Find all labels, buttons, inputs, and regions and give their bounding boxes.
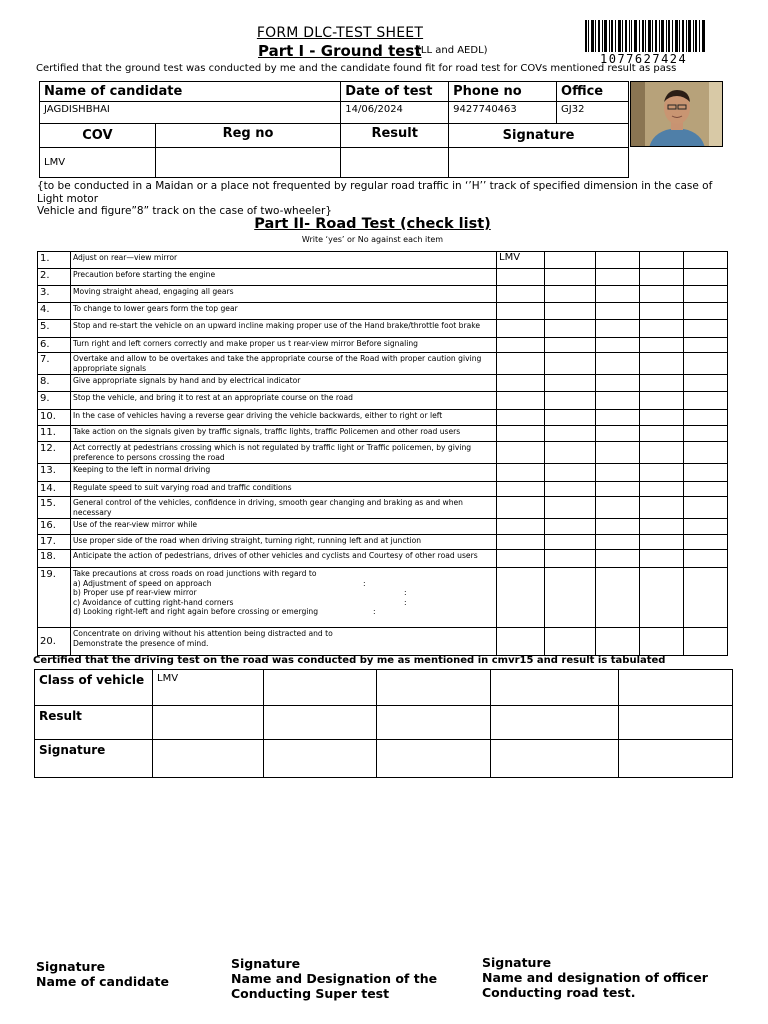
- result-cell: [684, 482, 728, 497]
- result-cell: [596, 426, 640, 442]
- result-cell: [640, 392, 684, 410]
- result-cell: [497, 286, 545, 303]
- reg-header: Reg no: [155, 124, 341, 148]
- checklist-item-text: Adjust on rear—view mirror: [71, 252, 497, 269]
- person-photo-icon: [631, 82, 723, 147]
- checklist-item-text: Anticipate the action of pedestrians, drives of other vehicles and cyclists and Courtesy of other road users: [71, 550, 497, 568]
- checklist-item-number: 16.: [38, 519, 71, 535]
- result-cell: [684, 410, 728, 426]
- date-header: Date of test: [341, 82, 449, 102]
- result-cell: [640, 426, 684, 442]
- super-conducting-label: Conducting Super test: [231, 986, 390, 1001]
- checklist-item-number: 9.: [38, 392, 71, 410]
- super-designation-label: Name and Designation of the: [231, 971, 438, 986]
- checklist-row: [38, 497, 728, 519]
- checklist-row: [38, 252, 728, 269]
- result-cell: [497, 464, 545, 482]
- result-cell: [684, 535, 728, 550]
- candidate-value: JAGDISHBHAI: [40, 102, 341, 124]
- result-cell: [596, 303, 640, 320]
- candidate-signature-label: Signature: [36, 959, 106, 974]
- checklist-item-text: Act correctly at pedestrians crossing which is not regulated by traffic light or Traffic policemen, by giving preference to persons crossing the road: [71, 442, 497, 464]
- office-header: Office: [557, 82, 629, 102]
- result-cell: [684, 426, 728, 442]
- checklist-item-number: 8.: [38, 375, 71, 392]
- result-cell: [684, 550, 728, 568]
- date-value: 14/06/2024: [341, 102, 449, 124]
- result-cell: [640, 338, 684, 353]
- checklist-item-text: General control of the vehicles, confidence in driving, smooth gear changing and braking as and when necessary: [71, 497, 497, 519]
- result-value: [341, 148, 449, 178]
- checklist-item-number: 11.: [38, 426, 71, 442]
- checklist-subitem: c) Avoidance of cutting right-hand corners: [73, 597, 234, 607]
- result-cell: [640, 375, 684, 392]
- result-cell: [545, 568, 596, 628]
- checklist-item-text: In the case of vehicles having a reverse gear driving the vehicle backwards, either to right or left: [71, 410, 497, 426]
- result-label: Result: [35, 706, 153, 740]
- checklist-item-text: Keeping to the left in normal driving: [71, 464, 497, 482]
- signature-value: [449, 148, 629, 178]
- checklist-item-text: Moving straight ahead, engaging all gears: [71, 286, 497, 303]
- checklist-item-text: Stop and re-start the vehicle on an upward incline making proper use of the Hand brake/throttle foot brake: [71, 320, 497, 338]
- result-cell: [596, 482, 640, 497]
- checklist-subitem-colon: :: [373, 607, 376, 616]
- ground-test-certification: Certified that the ground test was conducted by me and the candidate found fit for road test for COVs mentioned result as pass: [36, 63, 677, 74]
- result-cell: [640, 303, 684, 320]
- result-cell: [545, 497, 596, 519]
- result-cell: [545, 353, 596, 375]
- candidate-name-label: Name of candidate: [36, 974, 169, 989]
- part2-subtitle: Write ‘yes’ or No against each item: [301, 235, 444, 244]
- part2-title: Part II- Road Test (check list): [254, 216, 491, 232]
- result-cell: [545, 535, 596, 550]
- class-of-vehicle-value: LMV: [153, 670, 264, 706]
- checklist-subitem: Demonstrate the presence of mind.: [73, 638, 209, 648]
- result-cell: [545, 550, 596, 568]
- result-cell: [545, 410, 596, 426]
- checklist-row: [38, 286, 728, 303]
- officer-conducting-label: Conducting road test.: [482, 985, 636, 1000]
- result-cell: [640, 519, 684, 535]
- reg-value: [155, 148, 341, 178]
- checklist-item-number: 7.: [38, 353, 71, 375]
- result-cell: [497, 535, 545, 550]
- checklist-row: [38, 568, 728, 628]
- result-cell: [684, 392, 728, 410]
- checklist-item-text: Turn right and left corners correctly and make proper us t rear-view mirror Before signaling: [71, 338, 497, 353]
- result-cell: [596, 320, 640, 338]
- checklist-item-number: 17.: [38, 535, 71, 550]
- checklist-row: [38, 353, 728, 375]
- checklist-item-number: 20.: [38, 628, 71, 656]
- result-cell: [545, 392, 596, 410]
- checklist-item-number: 6.: [38, 338, 71, 353]
- result-cell: [545, 519, 596, 535]
- checklist-row: [38, 338, 728, 353]
- result-header: Result: [341, 124, 449, 148]
- checklist-item-number: 13.: [38, 464, 71, 482]
- part1-title: Part I - Ground test: [258, 42, 422, 60]
- checklist-row: [38, 426, 728, 442]
- result-cell: [596, 464, 640, 482]
- signature-header: Signature: [449, 124, 629, 148]
- checklist-item-number: 3.: [38, 286, 71, 303]
- result-cell: [497, 628, 545, 656]
- checklist-item-text: [71, 628, 497, 656]
- result-cell: [684, 375, 728, 392]
- checklist-item-number: 1.: [38, 252, 71, 269]
- result-cell: [684, 497, 728, 519]
- result-cell: [497, 320, 545, 338]
- checklist-row: [38, 482, 728, 497]
- result-cell: [640, 410, 684, 426]
- checklist-item-number: 5.: [38, 320, 71, 338]
- officer-designation-label: Name and designation of officer: [482, 970, 708, 985]
- officer-signature-label: Signature: [482, 955, 552, 970]
- candidate-signature-block: [36, 959, 169, 989]
- officer-signature-block: [482, 955, 708, 1000]
- result-cell: [640, 464, 684, 482]
- result-cell: [545, 303, 596, 320]
- checklist-row: [38, 375, 728, 392]
- result-cell: [596, 375, 640, 392]
- result-cell: [640, 497, 684, 519]
- checklist-row: [38, 303, 728, 320]
- result-cell: [497, 482, 545, 497]
- road-signature-label: Signature: [35, 740, 153, 778]
- class-of-vehicle-label: Class of vehicle: [35, 670, 153, 706]
- result-cell: [596, 628, 640, 656]
- result-cell: [545, 426, 596, 442]
- result-cell: [596, 410, 640, 426]
- checklist-row: [38, 320, 728, 338]
- checklist-item-text: Overtake and allow to be overtakes and take the appropriate course of the Road with proper caution giving appropriate signals: [71, 353, 497, 375]
- result-cell: [684, 464, 728, 482]
- result-cell: [640, 269, 684, 286]
- result-cell: [596, 338, 640, 353]
- result-cell: [684, 442, 728, 464]
- result-cell: [497, 392, 545, 410]
- super-test-signature-block: [231, 956, 437, 1001]
- result-cell: [640, 535, 684, 550]
- result-cell: [497, 497, 545, 519]
- result-cell: [640, 482, 684, 497]
- result-cell: [640, 286, 684, 303]
- result-cell: [497, 375, 545, 392]
- result-cell: [545, 628, 596, 656]
- checklist-item-text: Take action on the signals given by traffic signals, traffic lights, traffic Policemen and other road users: [71, 426, 497, 442]
- checklist-subitem-colon: :: [404, 597, 407, 607]
- checklist-subitem: Concentrate on driving without his attention being distracted and to: [73, 629, 333, 638]
- result-cell: [640, 568, 684, 628]
- road-test-checklist: [37, 251, 728, 656]
- result-cell: [596, 519, 640, 535]
- result-cell: [545, 442, 596, 464]
- phone-value: 9427740463: [449, 102, 557, 124]
- checklist-item-number: 12.: [38, 442, 71, 464]
- result-cell: [545, 375, 596, 392]
- office-value: GJ32: [557, 102, 629, 124]
- checklist-item-number: 15.: [38, 497, 71, 519]
- checklist-subitem: b) Proper use pf rear-view mirror: [73, 588, 197, 597]
- checklist-item-number: 19.: [38, 568, 71, 628]
- result-cell: [545, 482, 596, 497]
- result-cell: [640, 252, 684, 269]
- checklist-item-number: 4.: [38, 303, 71, 320]
- result-cell: [497, 269, 545, 286]
- checklist-subitem: Take precautions at cross roads on road junctions with regard to: [73, 569, 317, 578]
- result-cell: [684, 303, 728, 320]
- checklist-row: [38, 442, 728, 464]
- result-cell: [596, 568, 640, 628]
- checklist-row: [38, 392, 728, 410]
- part1-note: (LL and AEDL): [417, 45, 488, 56]
- result-cell: [545, 286, 596, 303]
- checklist-subitem-colon: :: [404, 588, 407, 597]
- result-cell: [684, 568, 728, 628]
- checklist-row: [38, 464, 728, 482]
- result-cell: [684, 320, 728, 338]
- result-cell: [596, 252, 640, 269]
- result-cell: [596, 550, 640, 568]
- result-cell: [497, 426, 545, 442]
- checklist-item-text: Regulate speed to suit varying road and traffic conditions: [71, 482, 497, 497]
- barcode-number: 1077627424: [600, 52, 688, 66]
- result-cell: [596, 392, 640, 410]
- result-cell: [596, 442, 640, 464]
- result-cell: [640, 353, 684, 375]
- track-note-line2: Vehicle and figure”8” track on the case of two-wheeler}: [37, 205, 332, 217]
- road-result-table: [34, 669, 733, 778]
- cov-value: LMV: [40, 148, 156, 178]
- result-cell: [497, 519, 545, 535]
- checklist-item-text: Use proper side of the road when driving straight, turning right, running left and at junction: [71, 535, 497, 550]
- checklist-subitem-colon: :: [363, 578, 366, 588]
- track-note: [37, 180, 727, 218]
- checklist-row: [38, 410, 728, 426]
- checklist-item-number: 2.: [38, 269, 71, 286]
- super-signature-label: Signature: [231, 956, 301, 971]
- result-cell: [640, 442, 684, 464]
- track-note-line1: {to be conducted in a Maidan or a place not frequented by regular road traffic in ‘’H’’ track of specified dimension in the case of Light motor: [37, 180, 713, 205]
- result-cell: [497, 410, 545, 426]
- result-cell: [545, 338, 596, 353]
- checklist-item-text: Precaution before starting the engine: [71, 269, 497, 286]
- result-cell: [545, 252, 596, 269]
- result-cell: [497, 568, 545, 628]
- result-cell: [684, 628, 728, 656]
- result-cell: [684, 353, 728, 375]
- checklist-row: [38, 519, 728, 535]
- result-cell: [596, 269, 640, 286]
- result-cell: [684, 338, 728, 353]
- barcode: [585, 20, 705, 52]
- result-cell: [684, 519, 728, 535]
- checklist-row: [38, 628, 728, 656]
- checklist-row: [38, 269, 728, 286]
- result-cell: [596, 286, 640, 303]
- checklist-subitem: a) Adjustment of speed on approach: [73, 578, 212, 588]
- result-cell: [545, 269, 596, 286]
- candidate-header: Name of candidate: [40, 82, 341, 102]
- checklist-item-text: To change to lower gears form the top gear: [71, 303, 497, 320]
- checklist-item-text: Stop the vehicle, and bring it to rest at an appropriate course on the road: [71, 392, 497, 410]
- result-cell: [640, 550, 684, 568]
- result-cell: [545, 320, 596, 338]
- result-cell: [497, 353, 545, 375]
- result-cell: [640, 320, 684, 338]
- checklist-subitem: d) Looking right-left and right again before crossing or emerging: [73, 607, 319, 616]
- result-cell: [545, 464, 596, 482]
- candidate-photo: [630, 81, 723, 147]
- checklist-item-number: 18.: [38, 550, 71, 568]
- result-cell: [497, 303, 545, 320]
- checklist-row: [38, 550, 728, 568]
- result-cell: [684, 252, 728, 269]
- checklist-item-number: 10.: [38, 410, 71, 426]
- road-test-certification: Certified that the driving test on the road was conducted by me as mentioned in cmvr15 and result is tabulated: [33, 655, 666, 666]
- result-cell: [497, 442, 545, 464]
- checklist-item-text: Give appropriate signals by hand and by electrical indicator: [71, 375, 497, 392]
- result-cell: [497, 338, 545, 353]
- result-cell: LMV: [497, 252, 545, 269]
- result-cell: [640, 628, 684, 656]
- checklist-item-text: Use of the rear-view mirror while: [71, 519, 497, 535]
- checklist-item-text: [71, 568, 497, 628]
- result-cell: [596, 497, 640, 519]
- result-cell: [497, 550, 545, 568]
- cov-header: COV: [40, 124, 156, 148]
- form-title: FORM DLC-TEST SHEET: [256, 25, 424, 41]
- result-cell: [684, 286, 728, 303]
- ground-test-table: [39, 81, 629, 178]
- checklist-row: [38, 535, 728, 550]
- result-cell: [596, 353, 640, 375]
- result-cell: [684, 269, 728, 286]
- phone-header: Phone no: [449, 82, 557, 102]
- result-cell: [596, 535, 640, 550]
- checklist-item-number: 14.: [38, 482, 71, 497]
